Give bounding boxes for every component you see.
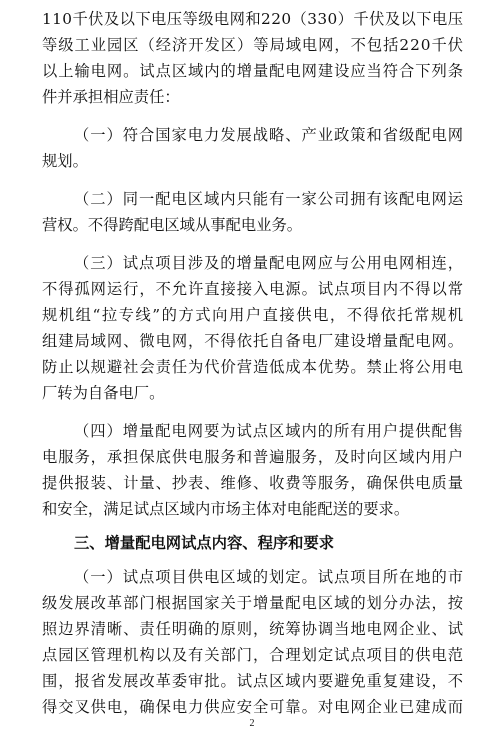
text-line-content: 围，报省发展改革委审批。试点区域内要避免重复建设，不: [42, 672, 464, 690]
text-line: [0, 564, 504, 590]
text-line: [0, 122, 504, 148]
text-line-content: （一）试点项目供电区域的划定。试点项目所在地的市: [74, 568, 464, 586]
text-line-content: 点园区管理机构以及有关部门，合理划定试点项目的供电范: [42, 646, 464, 664]
text-line: [0, 694, 504, 720]
text-line-content: 得交叉供电，确保电力供应安全可靠。对电网企业已建成而: [42, 698, 464, 716]
page-number: 2: [249, 718, 255, 729]
text-line-content: （四）增量配电网要为试点区域内的所有用户提供配售: [74, 422, 464, 440]
text-line: [0, 84, 504, 110]
text-line-content: 110千伏及以下电压等级电网和220（330）千伏及以下电压: [42, 10, 464, 28]
text-line-content: 件并承担相应责任：: [42, 88, 180, 106]
text-line-content: （一）符合国家电力发展战略、产业政策和省级配电网: [74, 126, 464, 144]
text-line: [0, 6, 504, 32]
text-line-content: 等级工业园区（经济开发区）等局域电网，不包括220千伏: [42, 36, 464, 54]
text-line: [0, 616, 504, 642]
text-line-content: 照边界清晰、责任明确的原则，统筹协调当地电网企业、试: [42, 620, 464, 638]
section-heading: [0, 530, 504, 556]
text-line: [0, 354, 504, 380]
text-line: [0, 212, 504, 238]
text-line-content: （三）试点项目涉及的增量配电网应与公用电网相连，: [74, 254, 464, 272]
text-line: [0, 444, 504, 470]
text-line-content: 规划。: [42, 152, 88, 170]
text-line-content: 防止以规避社会责任为代价营造低成本优势。禁止将公用电: [42, 358, 464, 376]
text-line: [0, 148, 504, 174]
text-line-content: 组建局域网、微电网，不得依托自备电厂建设增量配电网。: [42, 332, 464, 350]
text-line: [0, 58, 504, 84]
text-line: [0, 276, 504, 302]
text-line-content: 电服务，承担保底供电服务和普遍服务，及时向区域内用户: [42, 448, 464, 466]
text-line: [0, 250, 504, 276]
text-line-content: 厂转为自备电厂。: [42, 384, 165, 402]
text-line: [0, 590, 504, 616]
text-line-content: 提供报装、计量、抄表、维修、收费等服务，确保供电质量: [42, 474, 464, 492]
text-line: [0, 380, 504, 406]
text-line-content: （二）同一配电区域内只能有一家公司拥有该配电网运: [74, 190, 464, 208]
text-line-content: 以上输电网。试点区域内的增量配电网建设应当符合下列条: [42, 62, 464, 80]
text-line: [0, 496, 504, 522]
text-line: [0, 186, 504, 212]
text-line: [0, 418, 504, 444]
text-line: [0, 470, 504, 496]
text-line-content: 三、增量配电网试点内容、程序和要求: [74, 534, 335, 552]
text-line-content: 和安全，满足试点区域内市场主体对电能配送的要求。: [42, 500, 410, 518]
text-line: [0, 668, 504, 694]
text-line: [0, 32, 504, 58]
text-line-content: 规机组“拉专线”的方式向用户直接供电，不得依托常规机: [42, 306, 465, 324]
text-line: [0, 302, 504, 328]
text-line: [0, 328, 504, 354]
text-line-content: 不得孤网运行，不允许直接接入电源。试点项目内不得以常: [42, 280, 464, 298]
text-line-content: 营权。不得跨配电区域从事配电业务。: [42, 216, 303, 234]
text-line: [0, 642, 504, 668]
text-line-content: 级发展改革部门根据国家关于增量配电区域的划分办法，按: [42, 594, 464, 612]
